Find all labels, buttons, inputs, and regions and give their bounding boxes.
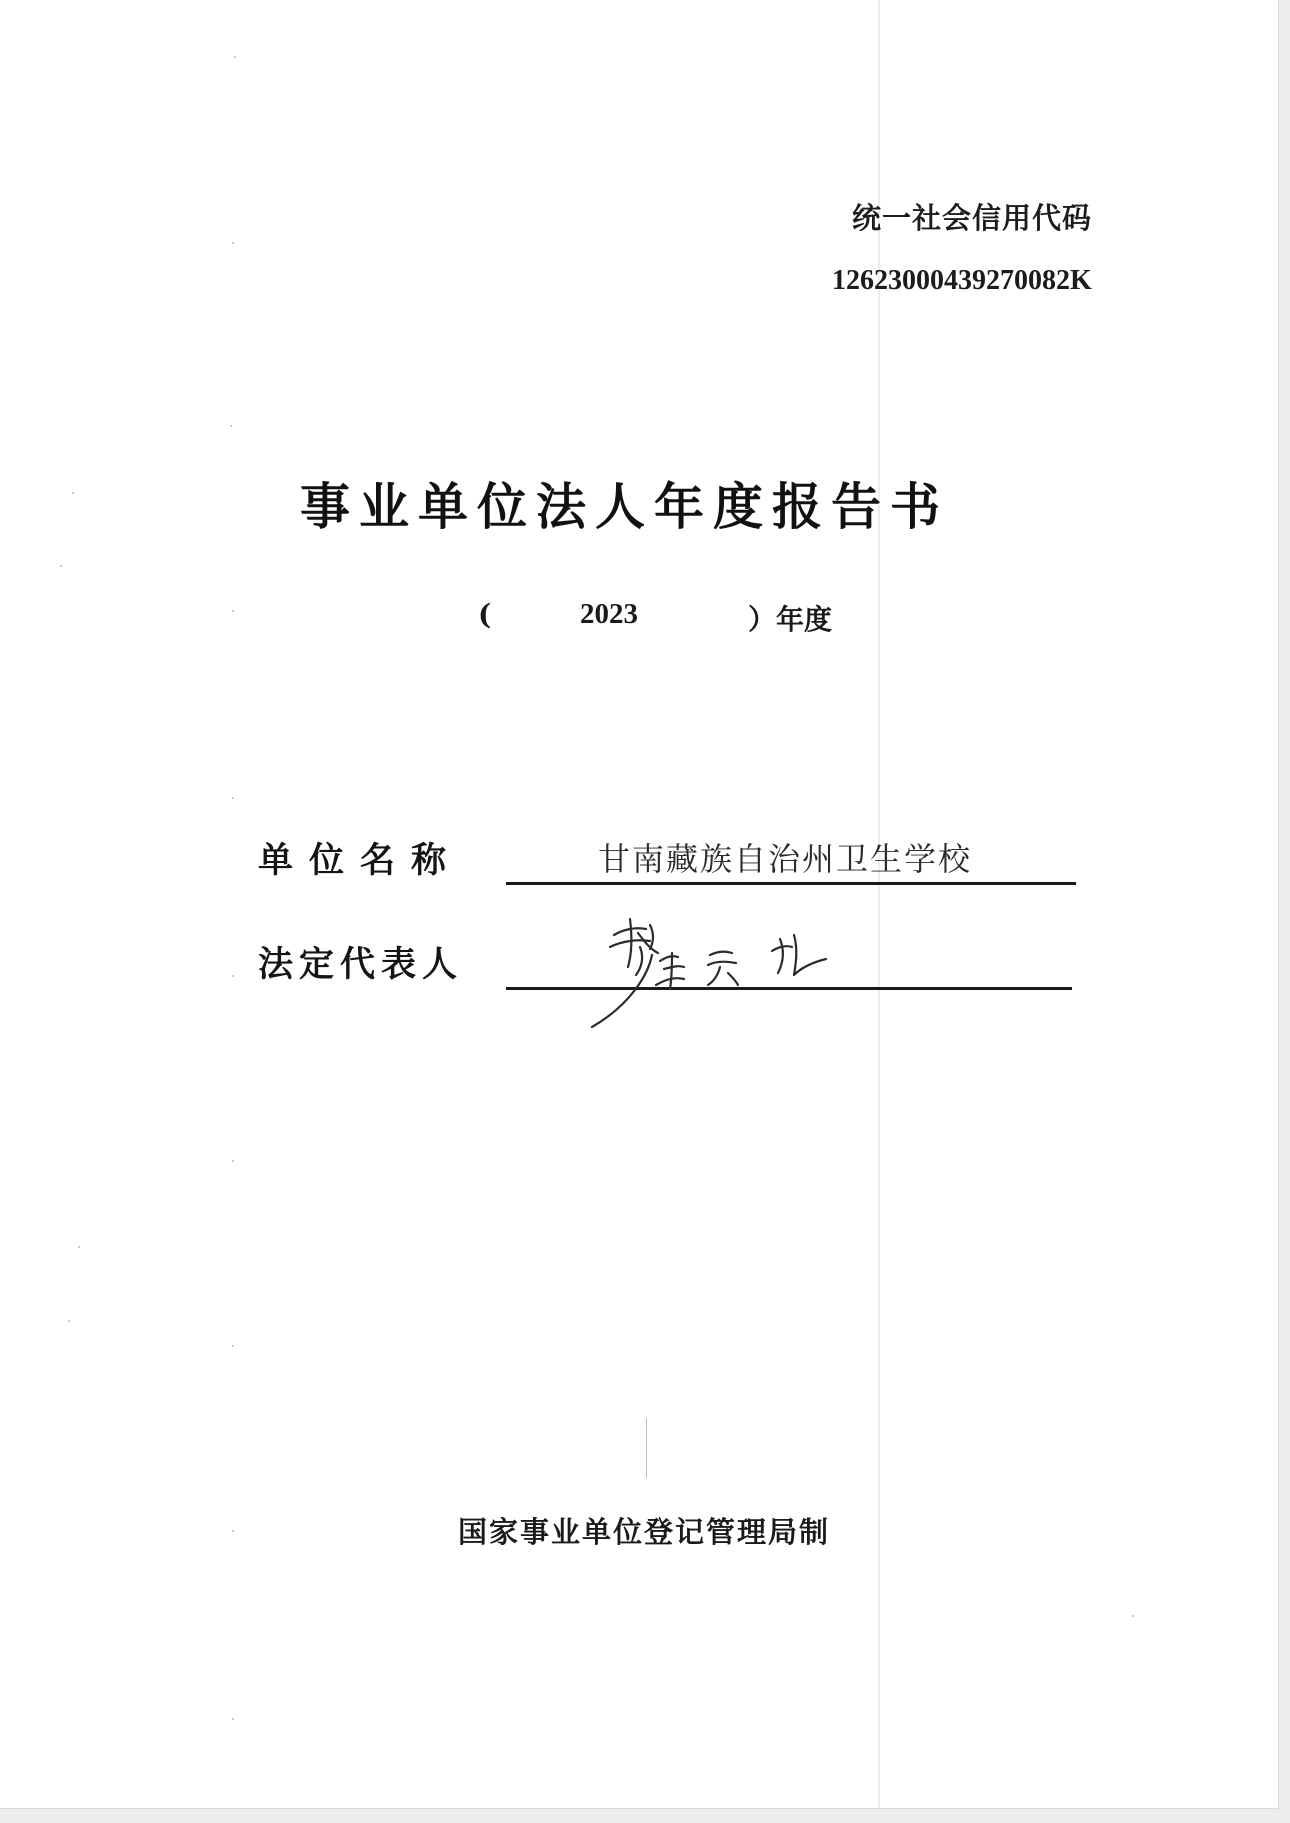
scan-speck (232, 1345, 234, 1347)
scan-speck (232, 1718, 234, 1720)
scan-speck (68, 1320, 70, 1322)
scan-speck (232, 242, 234, 244)
credit-code-value: 12623000439270082K (832, 265, 1092, 296)
legal-representative-label: 法定代表人 (258, 945, 464, 985)
year-paren-open: ( (478, 598, 492, 631)
scan-speck (232, 1160, 234, 1162)
scan-speck (1132, 1615, 1134, 1617)
handwritten-signature (580, 905, 860, 1035)
scan-speck (232, 975, 234, 977)
scan-speck (232, 797, 234, 799)
year-suffix: ）年度 (748, 603, 833, 636)
scan-speck (232, 610, 234, 612)
scan-speck (646, 1418, 647, 1478)
credit-code-label: 统一社会信用代码 (852, 201, 1093, 235)
scan-speck (72, 492, 74, 494)
scan-speck (234, 56, 236, 58)
unit-name-label: 单位名称 (258, 841, 463, 881)
scan-speck (232, 1530, 234, 1532)
scan-speck (230, 425, 232, 427)
report-title: 事业单位法人年度报告书 (300, 478, 949, 536)
scan-speck (78, 1246, 80, 1248)
unit-name-value: 甘南藏族自治州卫生学校 (598, 840, 973, 878)
unit-name-underline (506, 882, 1076, 885)
scan-speck (60, 565, 62, 567)
issuing-authority: 国家事业单位登记管理局制 (458, 1515, 831, 1549)
report-year: 2023 (580, 598, 638, 630)
